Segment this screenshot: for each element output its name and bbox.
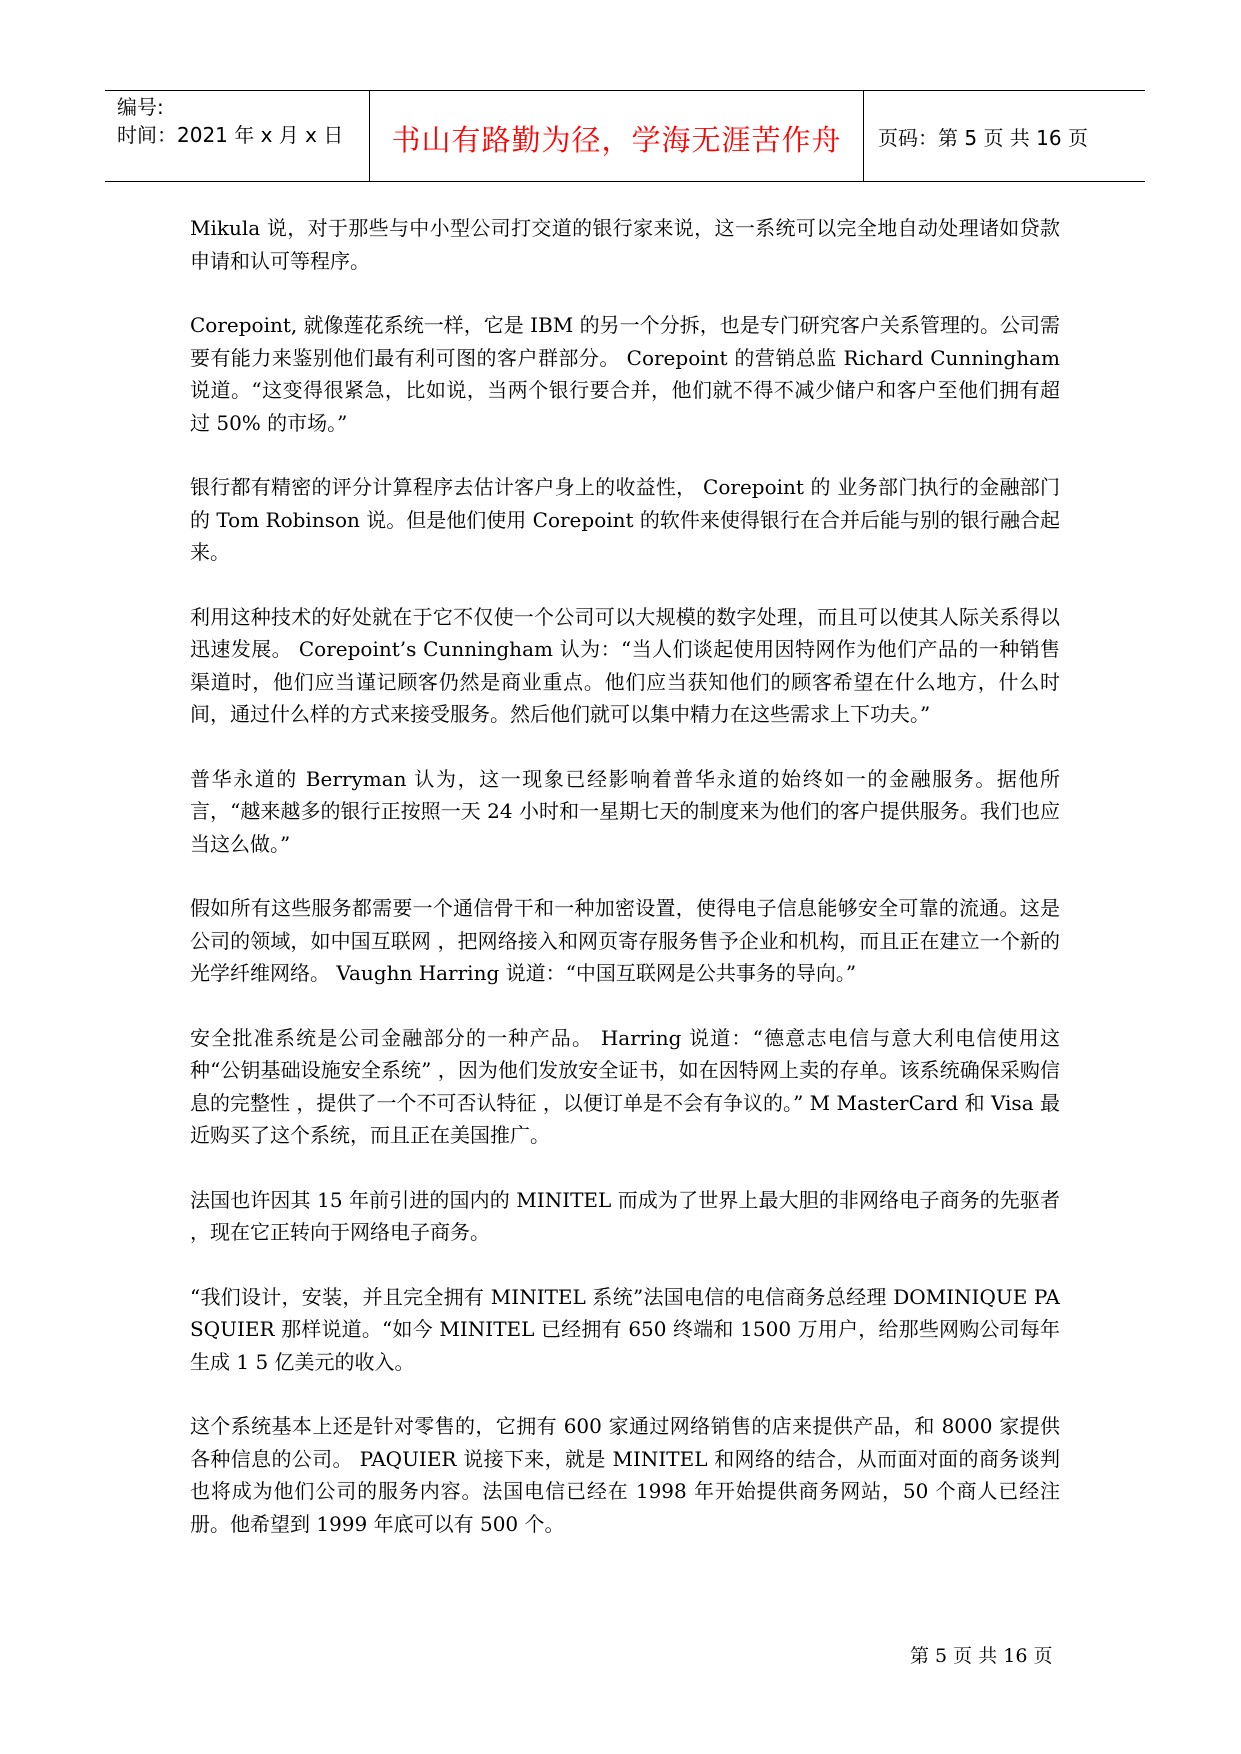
paragraph: 利用这种技术的好处就在于它不仅使一个公司可以大规模的数字处理，而且可以使其人际关系得以迅速发展。 Corepoint’s Cunningham 认为：“当人们谈起使用因特网作为他们产品的一种销售渠道时，他们应当谨记顾客仍然是商业重点。他们应当获知他们的顾客希望在什么地方，什么时间，通过什么样的方式来接受服务。然后他们就可以集中精力在这些需求上下功夫。” [190,604,1060,726]
header-motto-cell [370,91,864,181]
paragraph: Corepoint, 就像莲花系统一样，它是 IBM 的另一个分拆，也是专门研究客户关系管理的。公司需要有能力来鉴别他们最有利可图的客户群部分。 Corepoint 的营销总监 Richard Cunningham 说道。“这变得很紧急，比如说，当两个银行要合并，他们就不得不减少储户和客户至他们拥有超过 50% 的市场。” [190,313,1060,435]
document-body [190,212,1060,1572]
header-motto: 书山有路勤为径，学海无涯苦作舟 [391,123,842,157]
paragraph: “我们设计，安装，并且完全拥有 MINITEL 系统”法国电信的电信商务总经理 DOMINIQUE PASQUIER 那样说道。“如今 MINITEL 已经拥有 650 终端和 1500 万用户，给那些网购公司每年生成 1 5 亿美元的收入。 [190,1284,1060,1374]
paragraph: 安全批准系统是公司金融部分的一种产品。 Harring 说道：“德意志电信与意大利电信使用这种“公钥基础设施安全系统” ，因为他们发放安全证书，如在因特网上卖的存单。该系统确保采购信息的完整性 ，提供了一个不可否认特征 ，以便订单是不会有争议的。” M MasterCard 和 Visa 最近购买了这个系统，而且正在美国推广。 [190,1025,1060,1147]
paragraph: 普华永道的 Berryman 认为，这一现象已经影响着普华永道的始终如一的金融服务。据他所言，“越来越多的银行正按照一天 24 小时和一星期七天的制度来为他们的客户提供服务。我们也应当这么做。” [190,766,1060,856]
page-footer-number: 第 5 页 共 16 页 [910,1645,1053,1667]
paragraph: 这个系统基本上还是针对零售的，它拥有 600 家通过网络销售的店来提供产品，和 8000 家提供各种信息的公司。 PAQUIER 说接下来，就是 MINITEL 和网络的结合，从而面对面的商务谈判也将成为他们公司的服务内容。法国电信已经在 1998 年开始提供商务网站，50 个商人已经注册。他希望到 1999 年底可以有 500 个。 [190,1414,1060,1536]
paragraph: 法国也许因其 15 年前引进的国内的 MINITEL 而成为了世界上最大胆的非网络电子商务的先驱者 ，现在它正转向于网络电子商务。 [190,1187,1060,1244]
page-header [105,90,1145,182]
paragraph: Mikula 说，对于那些与中小型公司打交道的银行家来说，这一系统可以完全地自动处理诸如贷款申请和认可等程序。 [190,216,1060,273]
document-time: 时间：2021 年 x 月 x 日 [117,123,344,147]
paragraph: 银行都有精密的评分计算程序去估计客户身上的收益性， Corepoint 的 业务部门执行的金融部门的 Tom Robinson 说。但是他们使用 Corepoint 的软件来使得银行在合并后能与别的银行融合起来。 [190,475,1060,564]
header-page-cell [864,91,1145,181]
paragraph: 假如所有这些服务都需要一个通信骨干和一种加密设置，使得电子信息能够安全可靠的流通。这是公司的领域，如中国互联网 ，把网络接入和网页寄存服务售予企业和机构，而且正在建立一个新的光学纤维网络。 Vaughn Harring 说道：“中国互联网是公共事务的导向。” [190,896,1060,985]
header-left-cell [105,91,370,181]
document-number-label: 编号: [117,95,164,119]
header-page-info: 页码：第 5 页 共 16 页 [878,126,1088,150]
